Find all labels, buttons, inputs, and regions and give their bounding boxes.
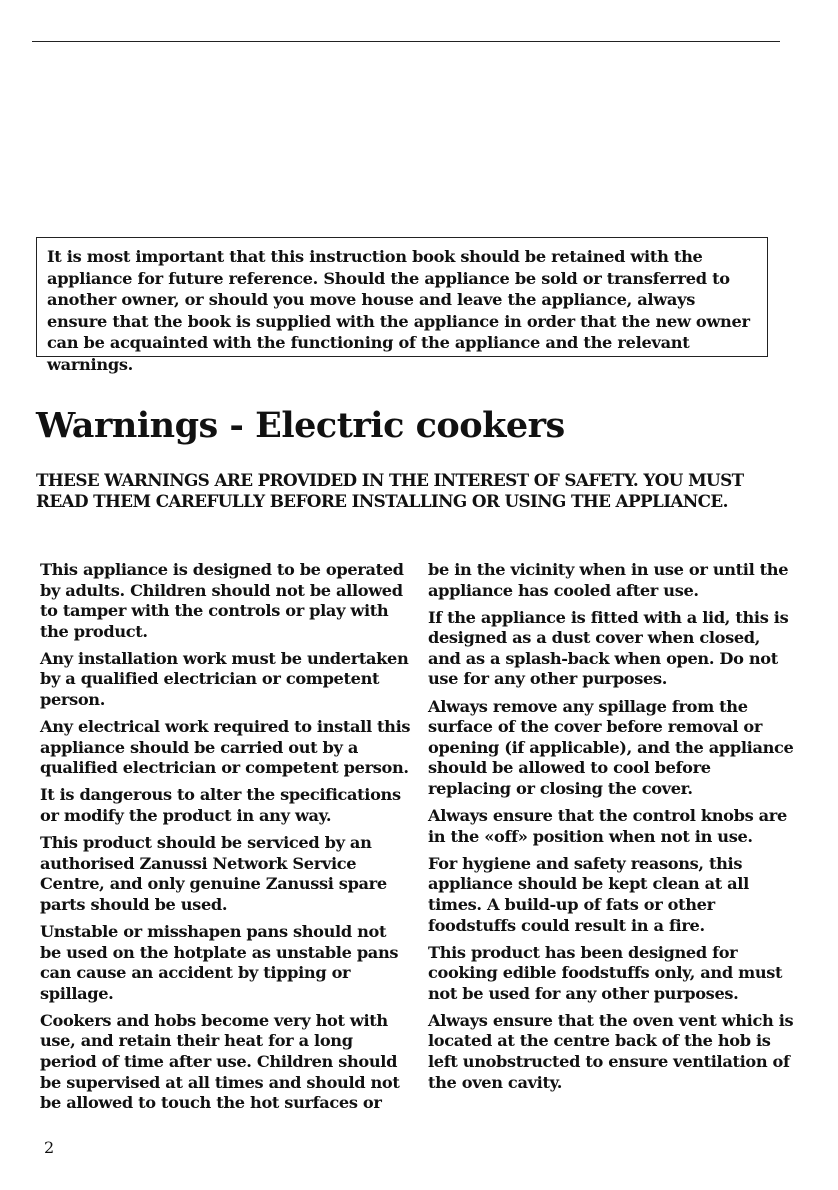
warning-paragraph: Always ensure that the oven vent which is located at the centre back of the hob is left unobstructed to ensure ventilation of the oven cavity.	[428, 1010, 794, 1092]
page-number: 2	[44, 1138, 55, 1157]
warning-paragraph: Always remove any spillage from the surface of the cover before removal or opening (if applicable), and the appliance should be allowed to cool before replacing or closing the cover.	[428, 696, 794, 798]
warning-paragraph: This product should be serviced by an authorised Zanussi Network Service Centre, and only genuine Zanussi spare parts should be used.	[40, 833, 387, 914]
safety-subtitle: THESE WARNINGS ARE PROVIDED IN THE INTEREST OF SAFETY. YOU MUST READ THEM CAREFULLY BEFORE INSTALLING OR USING THE APPLIANCE.	[36, 470, 744, 511]
notice-box	[36, 237, 768, 374]
warning-paragraph: Cookers and hobs become very hot with use, and retain their heat for a long period of time after use. Children should be supervised at all times and should not be allowed to touch the hot surfaces or	[40, 1010, 400, 1113]
warning-paragraph: If the appliance is fitted with a lid, this is designed as a dust cover when closed, and as a splash-back when open. Do not use for any other purposes.	[428, 607, 789, 689]
page-title: Warnings - Electric cookers	[36, 405, 565, 446]
warning-paragraph: For hygiene and safety reasons, this appliance should be kept clean at all times. A build-up of fats or other foodstuffs could result in a fire.	[428, 853, 749, 935]
top-rule	[32, 41, 780, 42]
warning-paragraph: This appliance is designed to be operated by adults. Children should not be allowed to tamper with the controls or play with the product.	[40, 560, 404, 641]
notice-text: It is most important that this instruction book should be retained with the appliance for future reference. Should the appliance be sold or transferred to another owner, or should you move house and leave the appliance, always ensure that the book is supplied with the appliance in order that the new owner can be acquainted with the functioning of the appliance and the relevant warnings.	[47, 247, 750, 374]
warning-paragraph: be in the vicinity when in use or until the appliance has cooled after use.	[428, 560, 789, 600]
warning-paragraph: Unstable or misshapen pans should not be used on the hotplate as unstable pans can cause an accident by tipping or spillage.	[40, 922, 399, 1003]
left-column	[40, 560, 412, 1120]
right-column	[428, 560, 794, 1100]
warning-paragraph: This product has been designed for cooking edible foodstuffs only, and must not be used for any other purposes.	[428, 942, 783, 1003]
warning-paragraph: Always ensure that the control knobs are in the «off» position when not in use.	[428, 806, 787, 846]
warning-paragraph: Any installation work must be undertaken by a qualified electrician or competent person.	[40, 648, 409, 710]
warning-paragraph: Any electrical work required to install this appliance should be carried out by a qualified electrician or competent person.	[40, 717, 411, 778]
warning-paragraph: It is dangerous to alter the specifications or modify the product in any way.	[40, 785, 401, 826]
